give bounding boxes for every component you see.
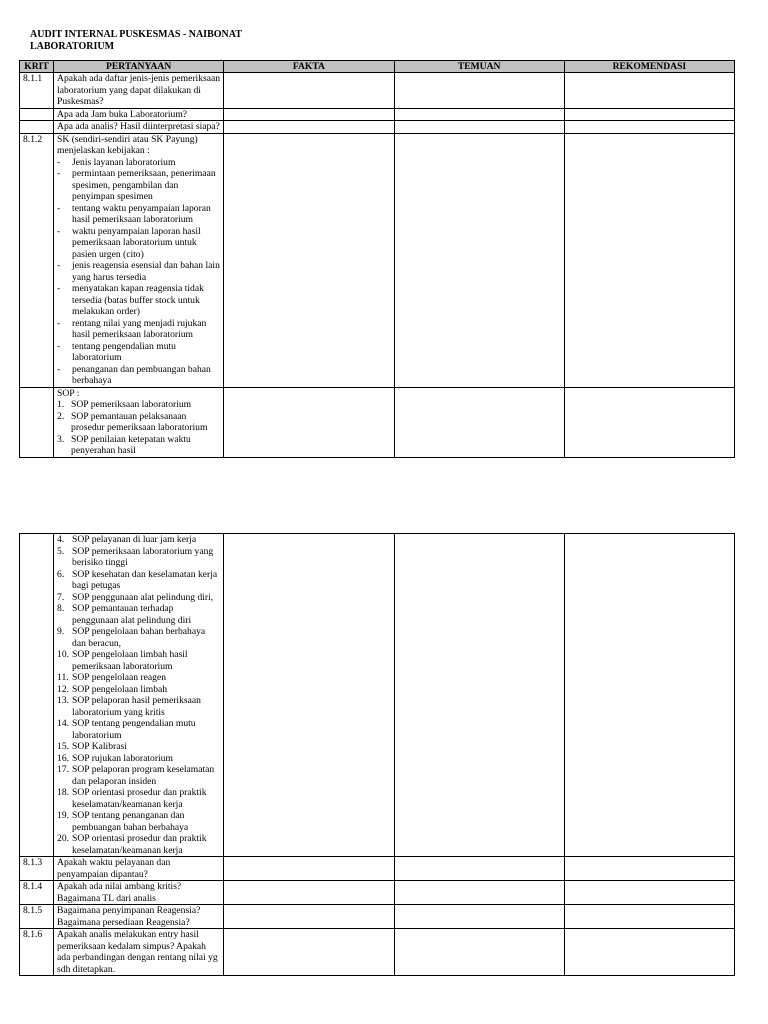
list-marker: 20.	[57, 833, 70, 844]
temuan-cell[interactable]	[394, 73, 564, 109]
list-marker: 10.	[57, 649, 70, 660]
list-item-text: SOP pengelolaan limbah	[72, 683, 168, 695]
table-header-row	[20, 61, 735, 73]
table-row	[20, 534, 735, 857]
krit-cell: 8.1.3	[20, 857, 54, 881]
list-item-text: waktu penyampaian laporan hasil pemeriksaan laboratorium untuk pasien urgen (cito)	[72, 225, 201, 260]
fakta-cell[interactable]	[224, 121, 394, 134]
list-item	[57, 626, 220, 649]
table-row	[20, 387, 735, 457]
list-item-text: SOP pengelolaan reagen	[72, 672, 166, 683]
question-cell: Apakah ada nilai ambang kritis? Bagaimana TL dari analis	[54, 881, 224, 905]
list-marker: -	[57, 260, 61, 271]
list-item-text: SOP tentang penanganan dan pembuangan bahan berbahaya	[72, 810, 189, 833]
list-marker: 19.	[57, 810, 70, 821]
list-item	[57, 534, 220, 546]
temuan-cell[interactable]	[394, 108, 564, 121]
list-item	[57, 695, 220, 718]
list-marker: -	[57, 283, 61, 294]
question-cell: Bagaimana penyimpanan Reagensia? Bagaimana persediaan Reagensia?	[54, 905, 224, 929]
rekomendasi-cell[interactable]	[564, 121, 734, 134]
list-item-text: SOP pemantauan terhadap penggunaan alat pelindung diri	[72, 603, 192, 626]
list-item	[57, 672, 220, 684]
list-marker: -	[57, 225, 61, 237]
list-item	[57, 168, 220, 203]
rekomendasi-cell[interactable]	[564, 534, 734, 857]
list-item	[57, 684, 220, 696]
sop-list	[57, 399, 220, 457]
list-item-text: SOP pemeriksaan laboratorium	[71, 399, 192, 410]
list-item-text: permintaan pemeriksaan, penerimaan spesimen, pengambilan dan penyimpan spesimen	[72, 168, 216, 202]
krit-cell	[20, 108, 54, 121]
list-item	[57, 833, 220, 856]
header-rekomendasi: REKOMENDASI	[564, 61, 734, 73]
list-item-text: jenis reagensia esensial dan bahan lain yang harus tersedia	[72, 260, 220, 283]
fakta-cell[interactable]	[224, 857, 394, 881]
audit-table-page-2	[19, 533, 735, 976]
title-line-2: LABORATORIUM	[30, 41, 115, 52]
rekomendasi-cell[interactable]	[564, 929, 734, 976]
list-item	[57, 399, 220, 411]
list-item-text: SOP pengelolaan limbah hasil pemeriksaan laboratorium	[72, 649, 188, 672]
list-item	[57, 569, 220, 592]
question-cell: Apa ada analis? Hasil diinterpretasi siapa?	[54, 121, 224, 134]
list-item	[57, 764, 220, 787]
list-item	[57, 434, 220, 457]
list-marker: 12.	[57, 683, 70, 695]
list-marker: -	[57, 363, 61, 375]
document-title	[30, 29, 242, 53]
list-marker: 3.	[57, 433, 65, 445]
list-marker: 15.	[57, 741, 70, 752]
list-item	[57, 411, 220, 434]
list-item-text: SOP Kalibrasi	[72, 741, 127, 752]
list-item	[57, 364, 220, 387]
list-item	[57, 283, 220, 318]
list-item-text: SOP penilaian ketepatan waktu penyerahan hasil	[71, 433, 191, 456]
table-row	[20, 108, 735, 121]
list-marker: 2.	[57, 410, 65, 422]
temuan-cell[interactable]	[394, 133, 564, 387]
rekomendasi-cell[interactable]	[564, 857, 734, 881]
list-marker: -	[57, 317, 61, 329]
krit-cell	[20, 121, 54, 134]
list-marker: 8.	[57, 603, 65, 614]
list-item-text: SOP kesehatan dan keselamatan kerja bagi petugas	[72, 568, 218, 591]
table-row	[20, 881, 735, 905]
table-row	[20, 905, 735, 929]
rekomendasi-cell[interactable]	[564, 905, 734, 929]
list-item-text: SOP pelayanan di luar jam kerja	[72, 534, 197, 545]
krit-cell: 8.1.5	[20, 905, 54, 929]
list-item	[57, 203, 220, 226]
list-item-text: menyatakan kapan reagensia tidak tersedia (batas buffer stock untuk melakukan order)	[72, 283, 204, 317]
temuan-cell[interactable]	[394, 387, 564, 457]
sop-intro: SOP :	[57, 387, 80, 399]
list-item-text: SOP penggunaan alat pelindung diri,	[72, 591, 214, 603]
list-item	[57, 157, 220, 169]
question-cell: Apakah waktu pelayanan dan penyampaian dipantau?	[54, 857, 224, 881]
list-marker: -	[57, 168, 61, 179]
header-temuan: TEMUAN	[394, 61, 564, 73]
sk-intro: SK (sendiri-sendiri atau SK Payung) menjelaskan kebijakan :	[57, 133, 198, 156]
header-krit: KRIT	[20, 61, 54, 73]
list-marker: 4.	[57, 534, 65, 545]
temuan-cell[interactable]	[394, 881, 564, 905]
list-item	[57, 318, 220, 341]
list-item-text: SOP orientasi prosedur dan praktik keselamatan/keamanan kerja	[72, 787, 207, 810]
krit-cell	[20, 387, 54, 457]
list-item-text: penanganan dan pembuangan bahan berbahaya	[72, 363, 211, 386]
list-item	[57, 226, 220, 261]
sk-policy-list	[57, 157, 220, 387]
rekomendasi-cell[interactable]	[564, 387, 734, 457]
list-item-text: SOP rujukan laboratorium	[72, 752, 173, 764]
temuan-cell[interactable]	[394, 534, 564, 857]
list-item-text: SOP pemeriksaan laboratorium yang berisiko tinggi	[72, 545, 214, 568]
list-item	[57, 260, 220, 283]
list-item-text: SOP pelaporan hasil pemeriksaan laboratorium yang kritis	[72, 695, 201, 718]
list-item	[57, 718, 220, 741]
list-item-text: rentang nilai yang menjadi rujukan hasil pemeriksaan laboratorium	[72, 317, 207, 340]
list-item	[57, 603, 220, 626]
list-item-text: tentang waktu penyampaian laporan hasil pemeriksaan laboratorium	[72, 202, 211, 225]
krit-cell: 8.1.1	[20, 73, 54, 109]
list-item	[57, 649, 220, 672]
table-row	[20, 857, 735, 881]
list-marker: 13.	[57, 695, 70, 706]
table-row	[20, 929, 735, 976]
header-pertanyaan: PERTANYAAN	[54, 61, 224, 73]
question-cell: Apakah analis melakukan entry hasil pemeriksaan kedalam simpus? Apakah ada perbandingan dengan rentang nilai yg sdh ditetapkan.	[54, 929, 224, 976]
rekomendasi-cell[interactable]	[564, 881, 734, 905]
krit-cell: 8.1.2	[20, 133, 54, 387]
fakta-cell[interactable]	[224, 929, 394, 976]
fakta-cell[interactable]	[224, 905, 394, 929]
fakta-cell[interactable]	[224, 73, 394, 109]
list-marker: -	[57, 202, 61, 214]
list-item	[57, 546, 220, 569]
fakta-cell[interactable]	[224, 534, 394, 857]
rekomendasi-cell[interactable]	[564, 133, 734, 387]
question-cell	[54, 387, 224, 457]
question-cell	[54, 133, 224, 387]
fakta-cell[interactable]	[224, 387, 394, 457]
list-marker: 16.	[57, 752, 70, 764]
question-cell: Apakah ada daftar jenis-jenis pemeriksaan laboratorium yang dapat dilakukan di Puskesmas?	[54, 73, 224, 109]
audit-table-page-1	[19, 60, 735, 458]
list-item-text: Jenis layanan laboratorium	[72, 156, 176, 168]
list-marker: 5.	[57, 545, 65, 557]
temuan-cell[interactable]	[394, 121, 564, 134]
temuan-cell[interactable]	[394, 929, 564, 976]
list-item	[57, 592, 220, 604]
list-item	[57, 810, 220, 833]
list-marker: 18.	[57, 787, 70, 798]
list-item	[57, 341, 220, 364]
list-item-text: SOP tentang pengendalian mutu laboratorium	[72, 718, 196, 741]
krit-cell: 8.1.4	[20, 881, 54, 905]
list-marker: 11.	[57, 672, 69, 683]
list-marker: 6.	[57, 568, 65, 580]
list-marker: 14.	[57, 718, 70, 729]
temuan-cell[interactable]	[394, 905, 564, 929]
list-item-text: SOP pelaporan program keselamatan dan pelaporan insiden	[72, 764, 215, 787]
list-item-text: SOP orientasi prosedur dan praktik keselamatan/keamanan kerja	[72, 833, 207, 856]
list-item	[57, 741, 220, 753]
fakta-cell[interactable]	[224, 108, 394, 121]
list-item	[57, 787, 220, 810]
question-cell: Apa ada Jam buka Laboratorium?	[54, 108, 224, 121]
list-item-text: SOP pemantauan pelaksanaan prosedur pemeriksaan laboratorium	[71, 410, 208, 433]
temuan-cell[interactable]	[394, 857, 564, 881]
header-fakta: FAKTA	[224, 61, 394, 73]
krit-cell	[20, 534, 54, 857]
list-item-text: tentang pengendalian mutu laboratorium	[72, 340, 176, 363]
krit-cell: 8.1.6	[20, 929, 54, 976]
list-marker: 17.	[57, 764, 70, 775]
list-marker: 1.	[57, 399, 65, 410]
list-item	[57, 753, 220, 765]
table-row	[20, 133, 735, 387]
rekomendasi-cell[interactable]	[564, 108, 734, 121]
table-row	[20, 73, 735, 109]
list-item-text: SOP pengelolaan bahan berbahaya dan beracun,	[72, 626, 206, 649]
list-marker: -	[57, 340, 61, 352]
title-line-1: AUDIT INTERNAL PUSKESMAS - NAIBONAT	[30, 29, 242, 40]
fakta-cell[interactable]	[224, 881, 394, 905]
list-marker: 9.	[57, 626, 65, 637]
list-marker: 7.	[57, 591, 65, 603]
question-cell	[54, 534, 224, 857]
fakta-cell[interactable]	[224, 133, 394, 387]
sop-list-continued	[57, 534, 220, 856]
list-marker: -	[57, 156, 61, 168]
rekomendasi-cell[interactable]	[564, 73, 734, 109]
table-row	[20, 121, 735, 134]
